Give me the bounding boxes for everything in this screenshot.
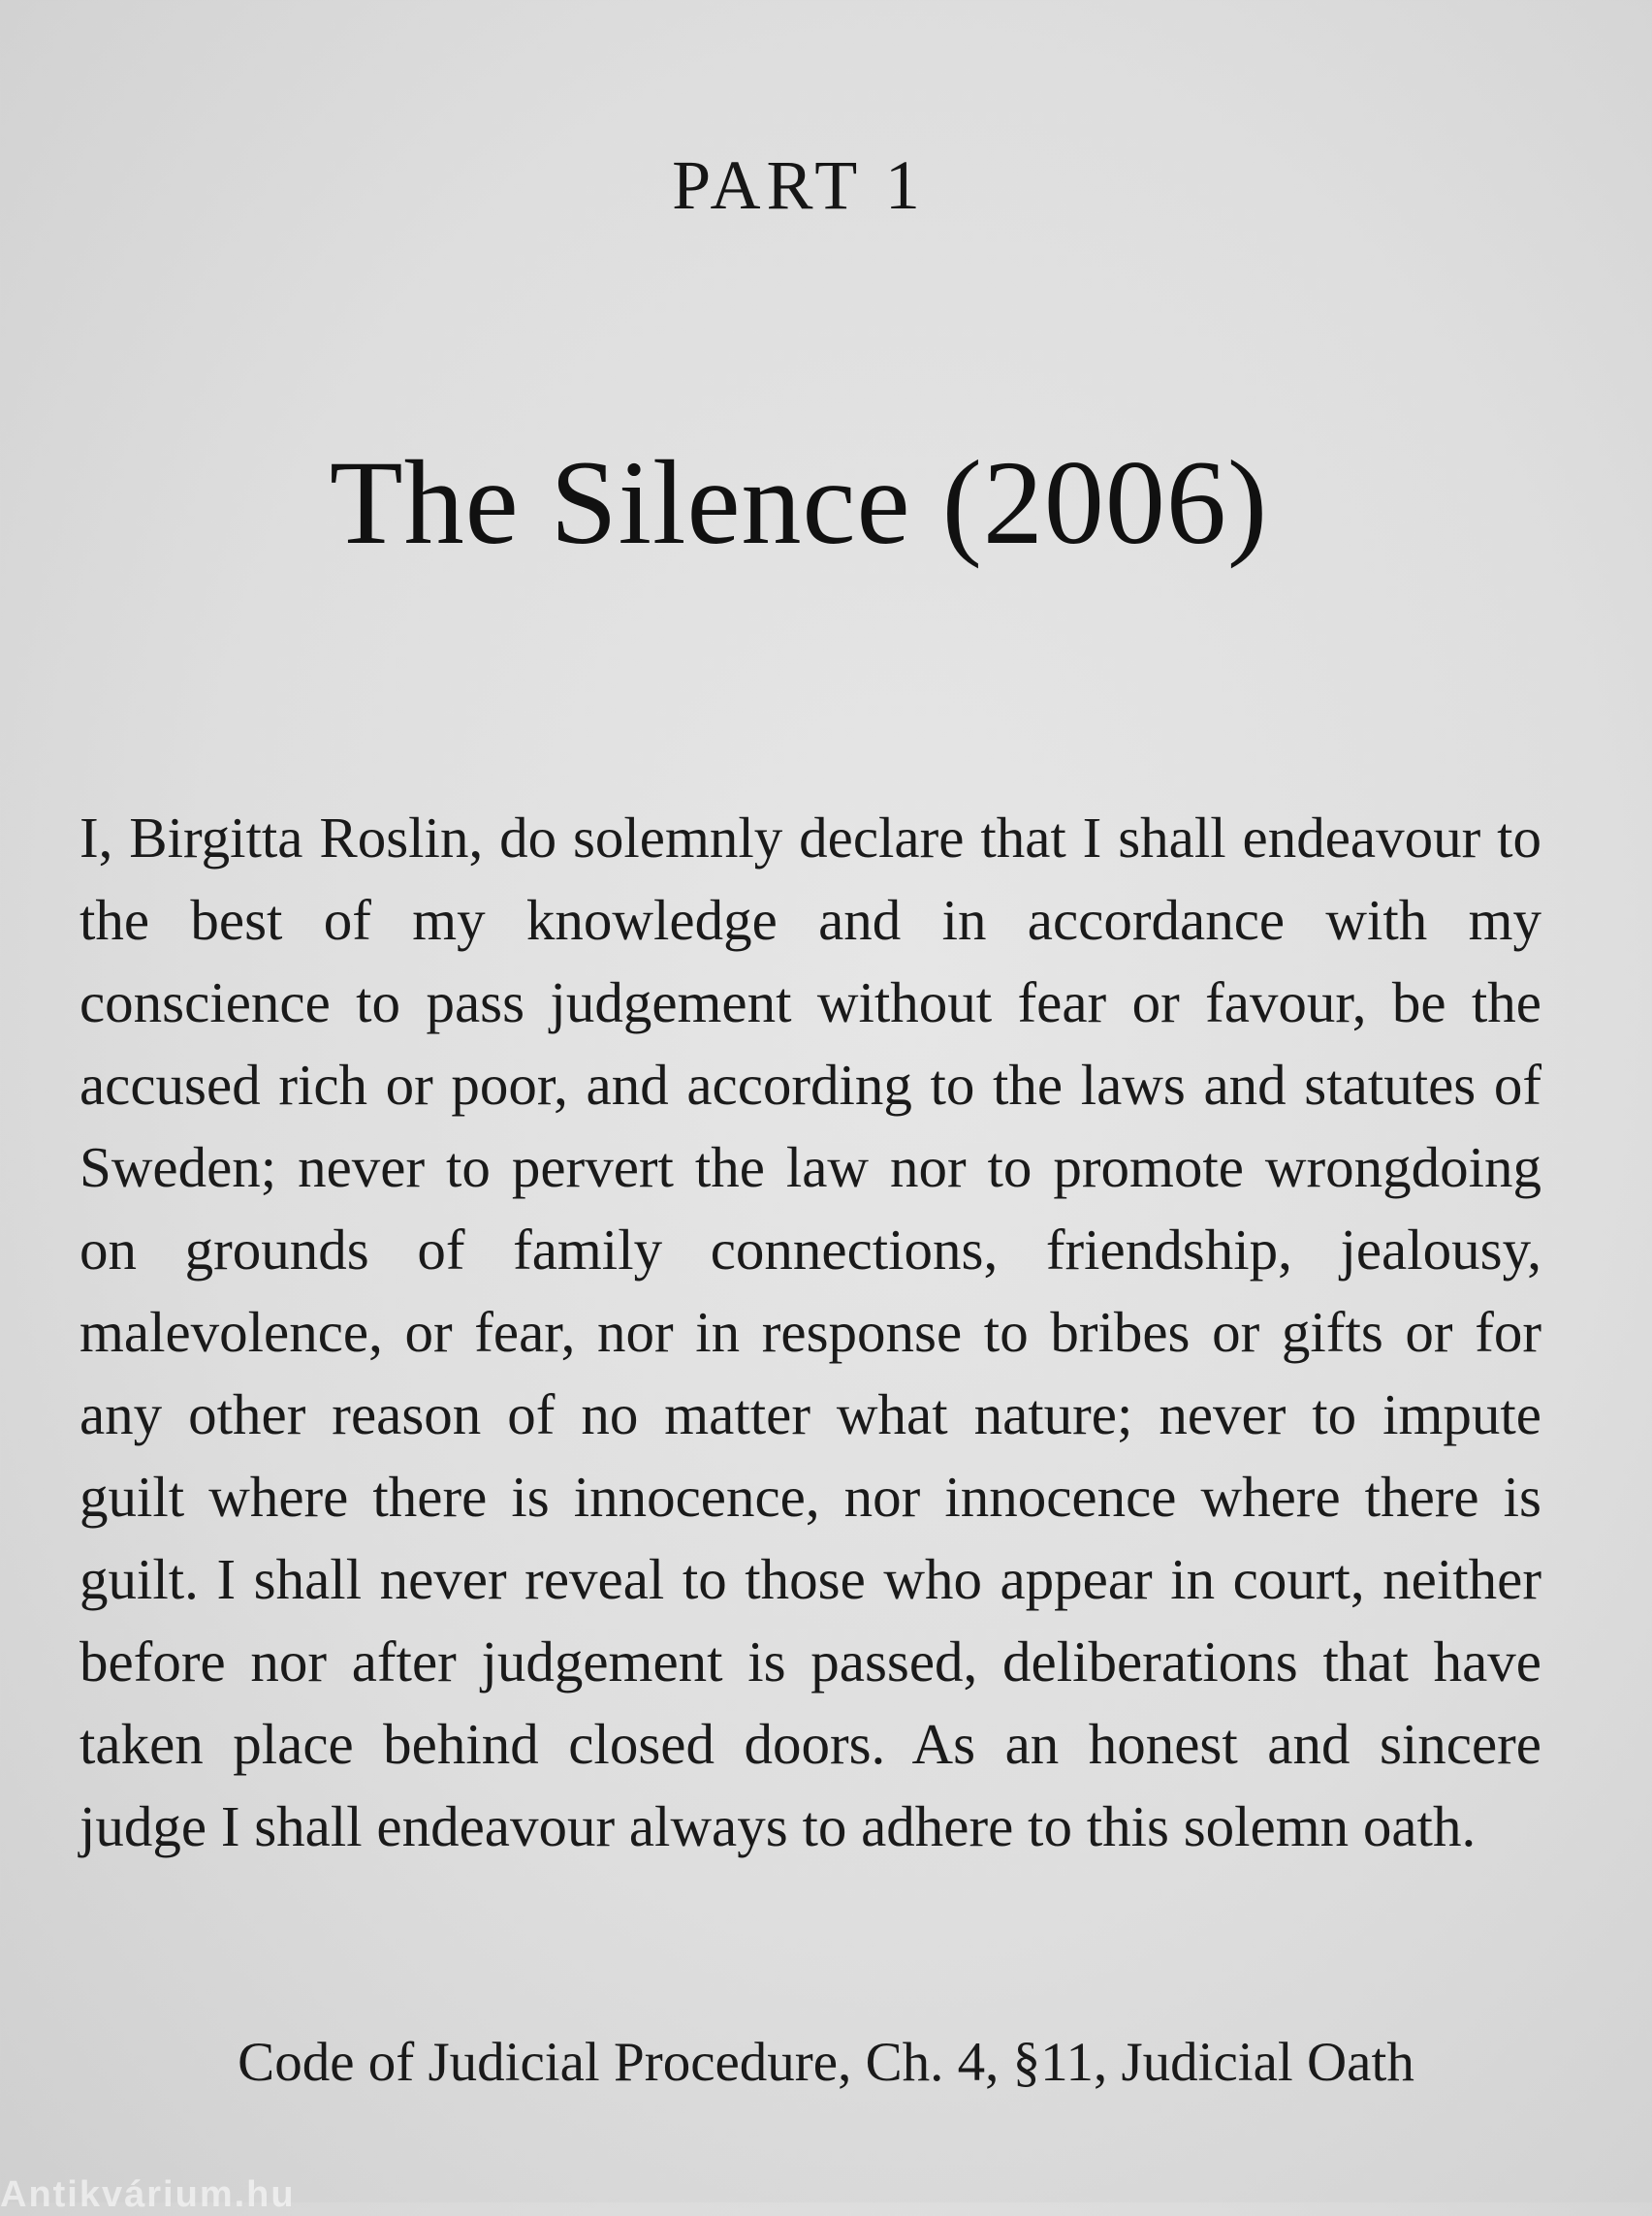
part-label: PART 1 (672, 146, 926, 224)
judicial-oath-text: I, Birgitta Roslin, do solemnly declare that I shall endeavour to the best of my knowledge and in accordance with my conscience to pass judgement without fear or favour, be the accused rich or poor, and according to the laws and statutes of Sweden; never to pervert the law nor to promote wrongdoing on grounds of family connections, friendship, jealousy, malevolence, or fear, nor in response to bribes or gifts or for any other reason of no matter what nature; never to impute guilt where there is innocence, nor innocence where there is guilt. I shall never reveal to those who appear in court, neither before nor after judgement is passed, deliberations that have taken place behind closed doors. As an honest and sincere judge I shall endeavour always to adhere to this solemn oath. (79, 806, 1541, 1858)
watermark: Antikvárium.hu (0, 2174, 296, 2215)
chapter-title: The Silence (2006) (329, 436, 1269, 569)
show-through-text (78, 679, 92, 745)
source-citation: Code of Judicial Procedure, Ch. 4, §11, Judicial Oath (238, 2032, 1414, 2093)
